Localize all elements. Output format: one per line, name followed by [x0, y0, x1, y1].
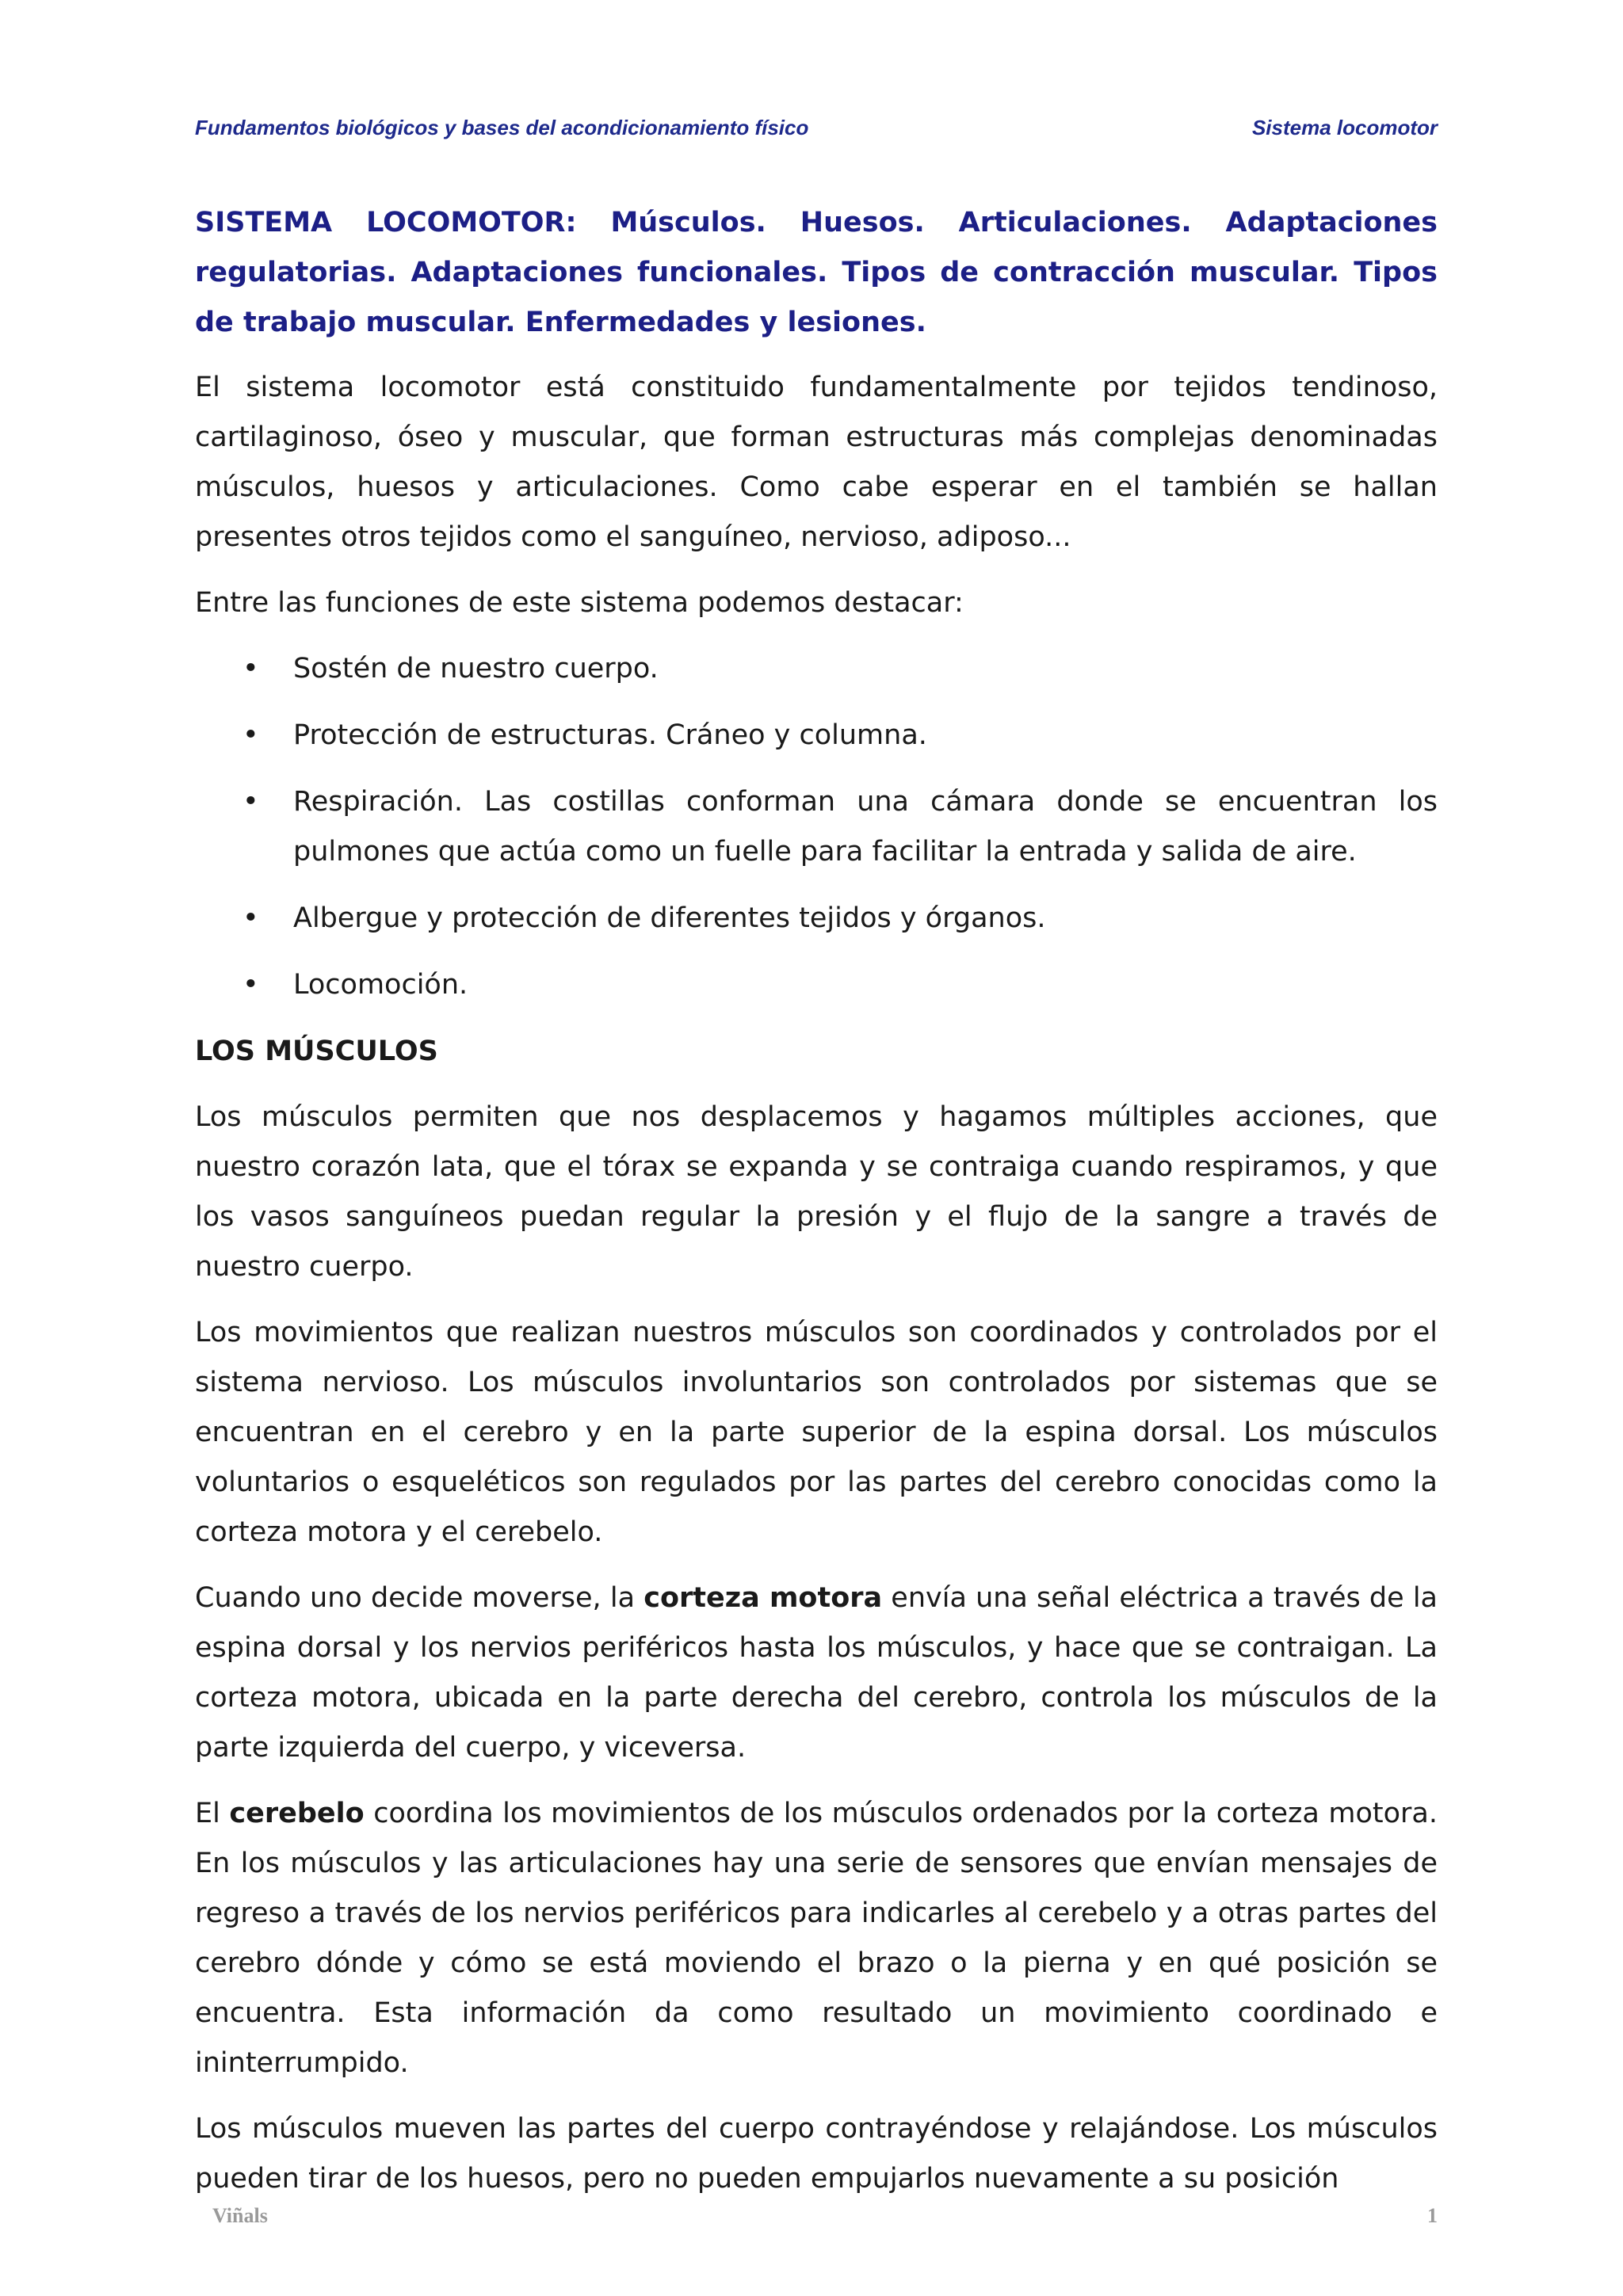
functions-intro: Entre las funciones de este sistema podemos destacar:: [195, 587, 964, 619]
bullet-marker: •: [242, 786, 259, 818]
header-course-title: Fundamentos biológicos y bases del acondicionamiento físico: [195, 116, 809, 139]
document-title-main: SISTEMA LOCOMOTOR: [195, 207, 566, 238]
paragraph-text: envía una señal eléctrica a través de la espina dorsal y los nervios periféricos hasta los músculos, y hace que se contraigan. La corteza motora, ubicada en la parte derecha del cerebro, controla los músculos de la parte izquierda del cuerpo, y viceversa.: [195, 1582, 1438, 1764]
paragraph-text: El: [195, 1798, 230, 1829]
document-title-rest: : Músculos. Huesos. Articulaciones. Adaptaciones regulatorias. Adaptaciones funcionales. Tipos de contracción muscular. Tipos de trabajo muscular. Enfermedades y lesiones.: [195, 207, 1438, 338]
header-section-title: Sistema locomotor: [1251, 116, 1438, 139]
bullet-marker: •: [242, 969, 259, 1001]
paragraph-text: Cuando uno decide moverse, la: [195, 1582, 644, 1614]
list-item: [195, 711, 1438, 761]
list-item-text: Sostén de nuestro cuerpo.: [293, 653, 659, 685]
muscles-paragraph-1: Los músculos permiten que nos desplacemos y hagamos múltiples acciones, que nuestro corazón lata, que el tórax se expanda y se contraiga cuando respiramos, y que los vasos sanguíneos puedan regular la presión y el flujo de la sangre a través de nuestro cuerpo.: [195, 1101, 1438, 1283]
list-item-text: Protección de estructuras. Cráneo y columna.: [293, 719, 927, 751]
bullet-marker: •: [242, 653, 259, 685]
functions-list: [195, 644, 1438, 1010]
muscles-heading: LOS MÚSCULOS: [195, 1035, 438, 1067]
list-item-text: Respiración. Las costillas conforman una cámara donde se encuentran los pulmones que actúa como un fuelle para facilitar la entrada y salida de aire.: [293, 786, 1438, 868]
bullet-marker: •: [242, 719, 259, 751]
list-item-text: Albergue y protección de diferentes tejidos y órganos.: [293, 902, 1046, 934]
page-number: 1: [1427, 2204, 1438, 2227]
document-title: [195, 198, 1438, 348]
muscles-paragraph-2: Los movimientos que realizan nuestros músculos son coordinados y controlados por el sistema nervioso. Los músculos involuntarios son controlados por sistemas que se encuentran en el cerebro y en la parte superior de la espina dorsal. Los músculos voluntarios o esqueléticos son regulados por las partes del cerebro conocidas como la corteza motora y el cerebelo.: [195, 1317, 1438, 1548]
paragraph-text: coordina los movimientos de los músculos ordenados por la corteza motora. En los músculos y las articulaciones hay una serie de sensores que envían mensajes de regreso a través de los nervios periféricos para indicarles al cerebelo y a otras partes del cerebro dónde y cómo se está moviendo el brazo o la pierna y en qué posición se encuentra. Esta información da como resultado un movimiento coordinado e ininterrumpido.: [195, 1798, 1438, 2079]
list-item: [195, 644, 1438, 694]
intro-paragraph: El sistema locomotor está constituido fundamentalmente por tejidos tendinoso, cartilaginoso, óseo y muscular, que forman estructuras más complejas denominadas músculos, huesos y articulaciones. Como cabe esperar en el también se hallan presentes otros tejidos como el sanguíneo, nervioso, adiposo...: [195, 372, 1438, 553]
muscles-paragraph-4: [195, 1789, 1438, 2088]
list-item: [195, 960, 1438, 1010]
list-item: [195, 894, 1438, 944]
list-item: [195, 777, 1438, 877]
page-footer: [212, 2204, 1438, 2228]
page-header: [195, 116, 1438, 140]
muscles-paragraph-5: Los músculos mueven las partes del cuerpo contrayéndose y relajándose. Los músculos pueden tirar de los huesos, pero no pueden empujarlos nuevamente a su posición: [195, 2113, 1438, 2195]
muscles-paragraph-3: [195, 1573, 1438, 1773]
bullet-marker: •: [242, 902, 259, 934]
bold-term-motor-cortex: corteza motora: [643, 1582, 883, 1614]
footer-author: Viñals: [212, 2204, 268, 2227]
document-body: [195, 198, 1438, 2220]
list-item-text: Locomoción.: [293, 969, 468, 1001]
bold-term-cerebellum: cerebelo: [229, 1798, 365, 1829]
